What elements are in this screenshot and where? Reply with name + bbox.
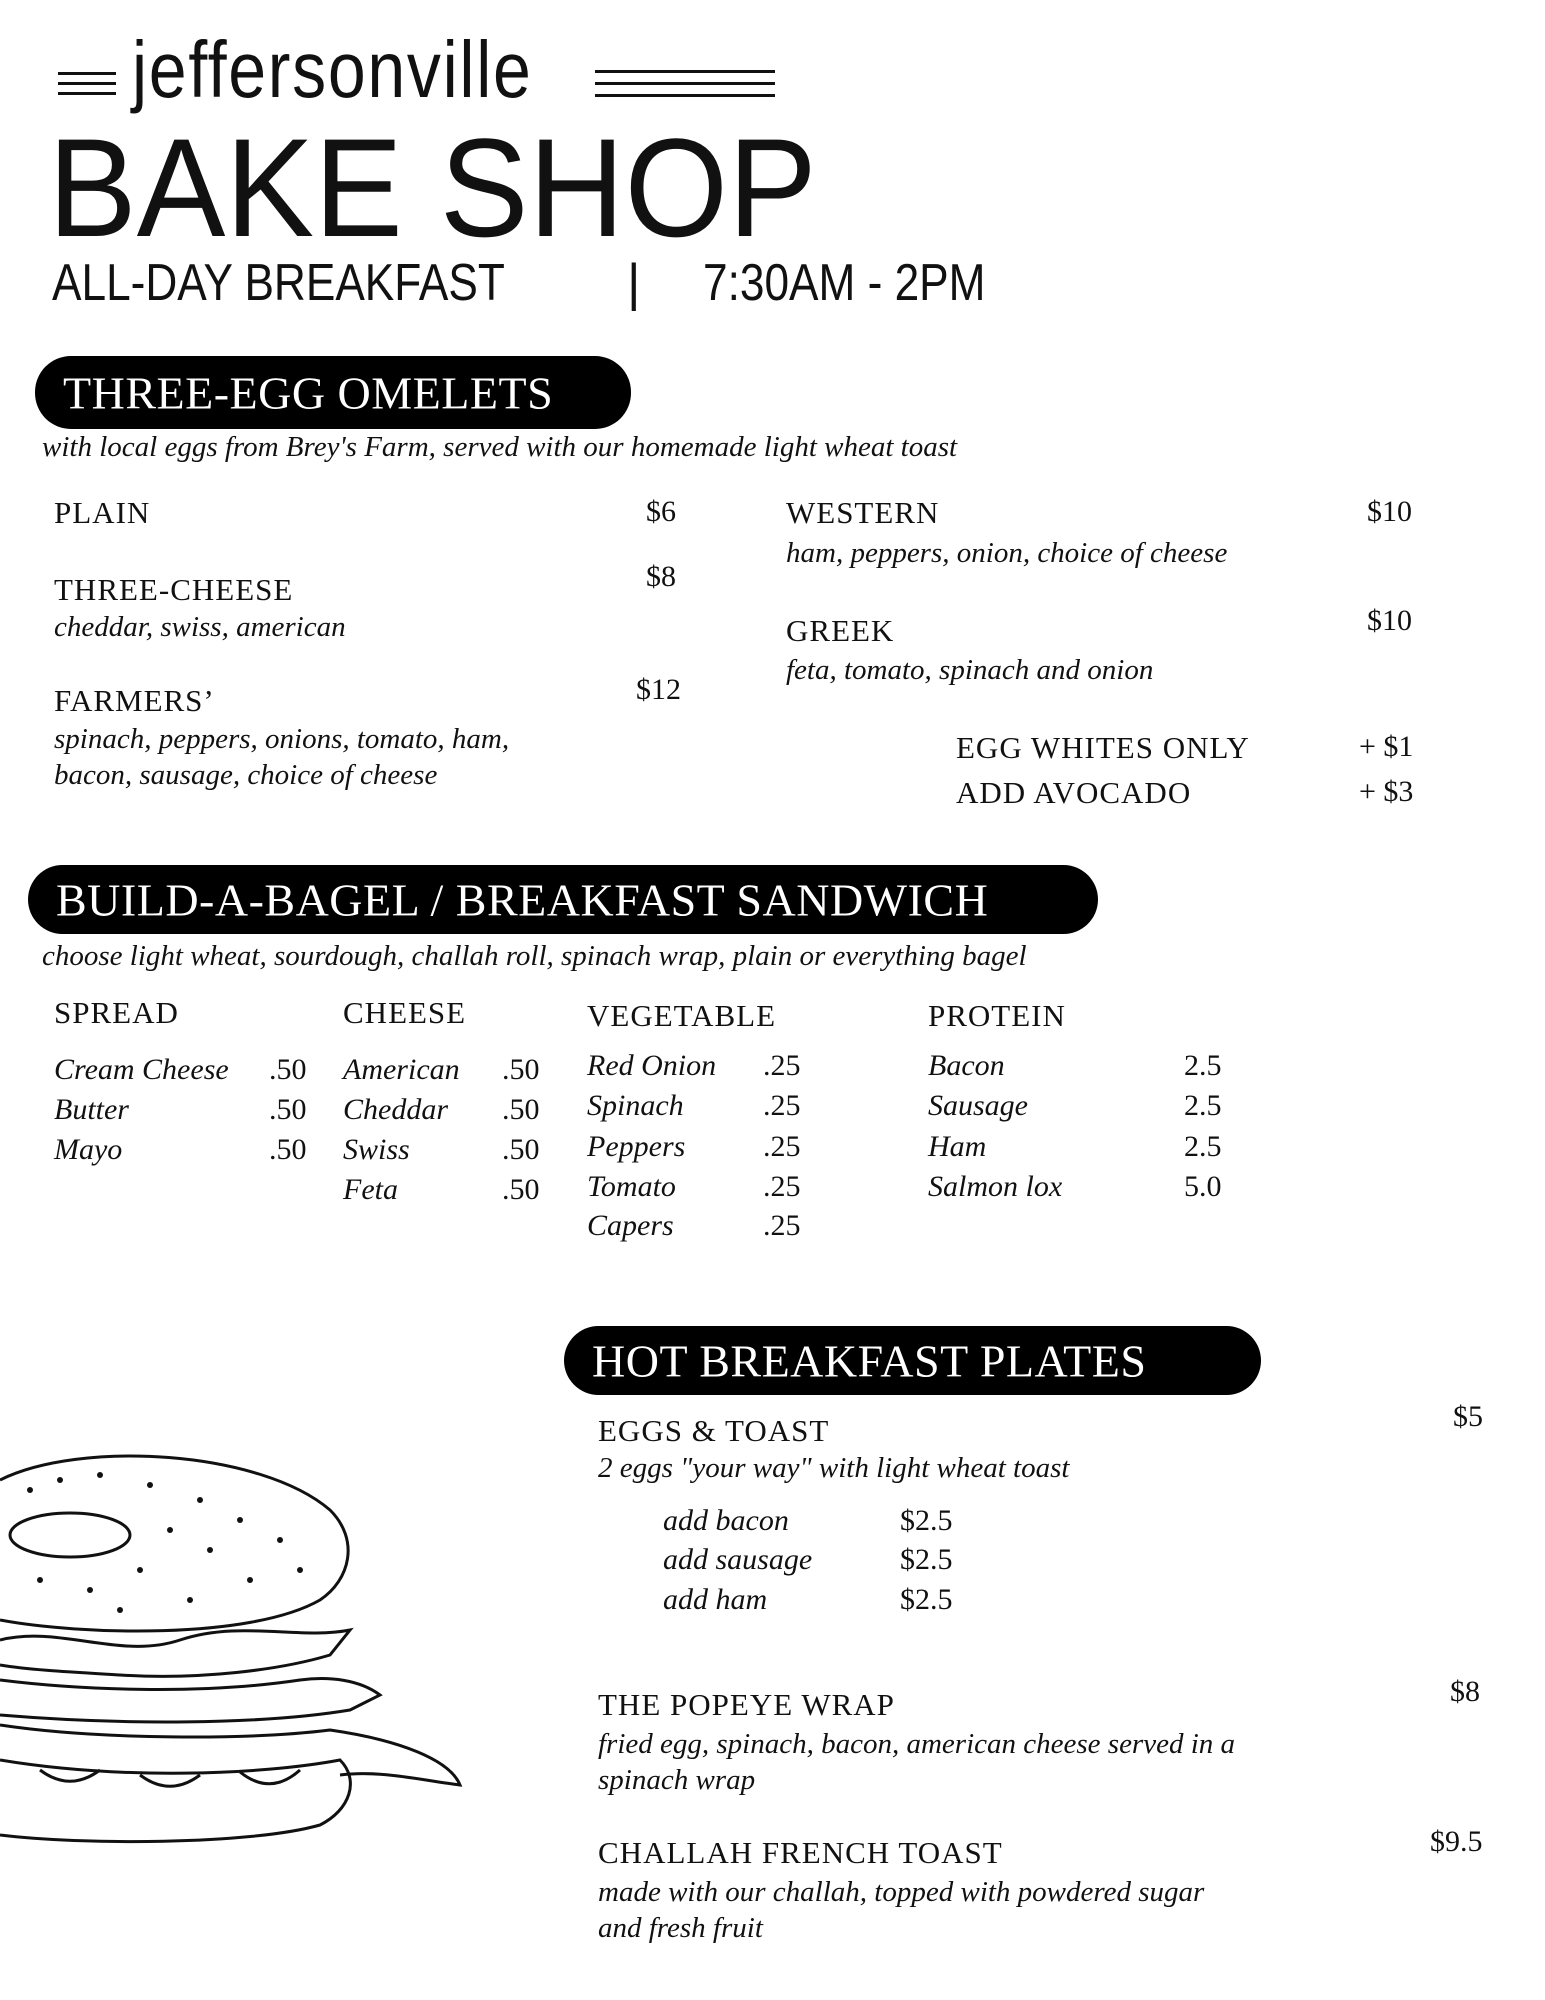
option-price: .50 xyxy=(502,1133,540,1166)
extra-name: add bacon xyxy=(663,1504,789,1537)
menu-item-desc: and fresh fruit xyxy=(598,1912,763,1944)
menu-item-desc: feta, tomato, spinach and onion xyxy=(786,654,1154,686)
option-name: Ham xyxy=(928,1130,987,1163)
menu-item-desc: spinach wrap xyxy=(598,1764,756,1796)
option-name: American xyxy=(343,1053,460,1086)
option-price: .50 xyxy=(502,1053,540,1086)
section-tagline: choose light wheat, sourdough, challah roll, spinach wrap, plain or everything bagel xyxy=(42,940,1027,972)
menu-item-price: $5 xyxy=(1453,1400,1483,1433)
subtitle: ALL-DAY BREAKFAST xyxy=(52,254,505,312)
extra-price: $2.5 xyxy=(900,1583,953,1616)
menu-item-price: $10 xyxy=(1367,495,1412,528)
option-name: Mayo xyxy=(54,1133,123,1166)
addon-name: EGG WHITES ONLY xyxy=(956,730,1250,765)
option-name: Sausage xyxy=(928,1089,1028,1122)
option-price: .50 xyxy=(269,1133,307,1166)
decorative-rule xyxy=(595,94,775,97)
option-price: .50 xyxy=(269,1053,307,1086)
option-name: Swiss xyxy=(343,1133,410,1166)
menu-item-name: THREE-CHEESE xyxy=(54,572,294,607)
menu-item-name: PLAIN xyxy=(54,495,151,530)
option-name: Tomato xyxy=(587,1170,676,1203)
decorative-rule xyxy=(595,82,775,85)
menu-item-desc: cheddar, swiss, american xyxy=(54,611,346,643)
option-price: .25 xyxy=(763,1089,801,1122)
section-title: HOT BREAKFAST PLATES xyxy=(592,1335,1147,1386)
menu-item-name: CHALLAH FRENCH TOAST xyxy=(598,1835,1003,1870)
menu-item-name: THE POPEYE WRAP xyxy=(598,1687,895,1722)
menu-item-desc: bacon, sausage, choice of cheese xyxy=(54,759,438,791)
section-header-bagel xyxy=(28,865,1098,934)
bagel-sandwich-illustration xyxy=(0,1440,470,1850)
option-price: .25 xyxy=(763,1170,801,1203)
option-name: Spinach xyxy=(587,1089,684,1122)
option-name: Feta xyxy=(343,1173,398,1206)
menu-item-price: $8 xyxy=(1450,1675,1480,1708)
hours: 7:30AM - 2PM xyxy=(703,254,986,312)
menu-item-desc: spinach, peppers, onions, tomato, ham, xyxy=(54,723,510,755)
option-name: Cheddar xyxy=(343,1093,448,1126)
option-price: .50 xyxy=(502,1093,540,1126)
section-title: BUILD-A-BAGEL / BREAKFAST SANDWICH xyxy=(56,874,989,925)
decorative-rule xyxy=(58,72,116,75)
menu-item-name: GREEK xyxy=(786,613,895,648)
option-name: Butter xyxy=(54,1093,129,1126)
menu-item-price: $12 xyxy=(636,673,681,706)
column-header-vegetable: VEGETABLE xyxy=(587,998,777,1033)
menu-item-price: $6 xyxy=(646,495,676,528)
column-header-spread: SPREAD xyxy=(54,995,179,1030)
extra-price: $2.5 xyxy=(900,1504,953,1537)
menu-item-price: $9.5 xyxy=(1430,1825,1483,1858)
option-price: .25 xyxy=(763,1130,801,1163)
menu-item-desc: made with our challah, topped with powdered sugar xyxy=(598,1876,1205,1908)
section-tagline: with local eggs from Brey's Farm, served with our homemade light wheat toast xyxy=(42,431,958,463)
addon-price: + $3 xyxy=(1359,775,1414,808)
decorative-rule xyxy=(58,92,116,95)
extra-name: add ham xyxy=(663,1583,768,1616)
option-price: .25 xyxy=(763,1049,801,1082)
section-header-omelets xyxy=(35,356,631,429)
brand-name-main: BAKE SHOP xyxy=(48,109,817,266)
option-name: Salmon lox xyxy=(928,1170,1063,1203)
brand-name-top: jeffersonville xyxy=(132,25,533,114)
menu-item-name: WESTERN xyxy=(786,495,940,530)
addon-price: + $1 xyxy=(1359,730,1414,763)
option-name: Bacon xyxy=(928,1049,1005,1082)
column-header-cheese: CHEESE xyxy=(343,995,467,1030)
option-name: Red Onion xyxy=(587,1049,717,1082)
option-price: 2.5 xyxy=(1184,1049,1222,1082)
menu-item-name: EGGS & TOAST xyxy=(598,1413,830,1448)
menu-item-price: $8 xyxy=(646,560,676,593)
column-header-protein: PROTEIN xyxy=(928,998,1066,1033)
menu-item-desc: ham, peppers, onion, choice of cheese xyxy=(786,537,1228,569)
section-title: THREE-EGG OMELETS xyxy=(63,367,554,418)
menu-item-name: FARMERS’ xyxy=(54,683,215,718)
addon-name: ADD AVOCADO xyxy=(956,775,1192,810)
menu-item-price: $10 xyxy=(1367,604,1412,637)
separator: | xyxy=(627,254,641,312)
option-name: Peppers xyxy=(587,1130,686,1163)
extra-price: $2.5 xyxy=(900,1543,953,1576)
option-name: Capers xyxy=(587,1209,674,1242)
option-price: 2.5 xyxy=(1184,1130,1222,1163)
section-header-hot-plates xyxy=(564,1326,1261,1395)
option-price: 5.0 xyxy=(1184,1170,1222,1203)
option-price: .50 xyxy=(502,1173,540,1206)
decorative-rule xyxy=(595,70,775,73)
option-price: 2.5 xyxy=(1184,1089,1222,1122)
menu-item-desc: 2 eggs "your way" with light wheat toast xyxy=(598,1452,1070,1484)
option-name: Cream Cheese xyxy=(54,1053,229,1086)
decorative-rule xyxy=(58,82,116,85)
option-price: .50 xyxy=(269,1093,307,1126)
extra-name: add sausage xyxy=(663,1543,813,1576)
option-price: .25 xyxy=(763,1209,801,1242)
menu-item-desc: fried egg, spinach, bacon, american cheese served in a xyxy=(598,1728,1236,1760)
